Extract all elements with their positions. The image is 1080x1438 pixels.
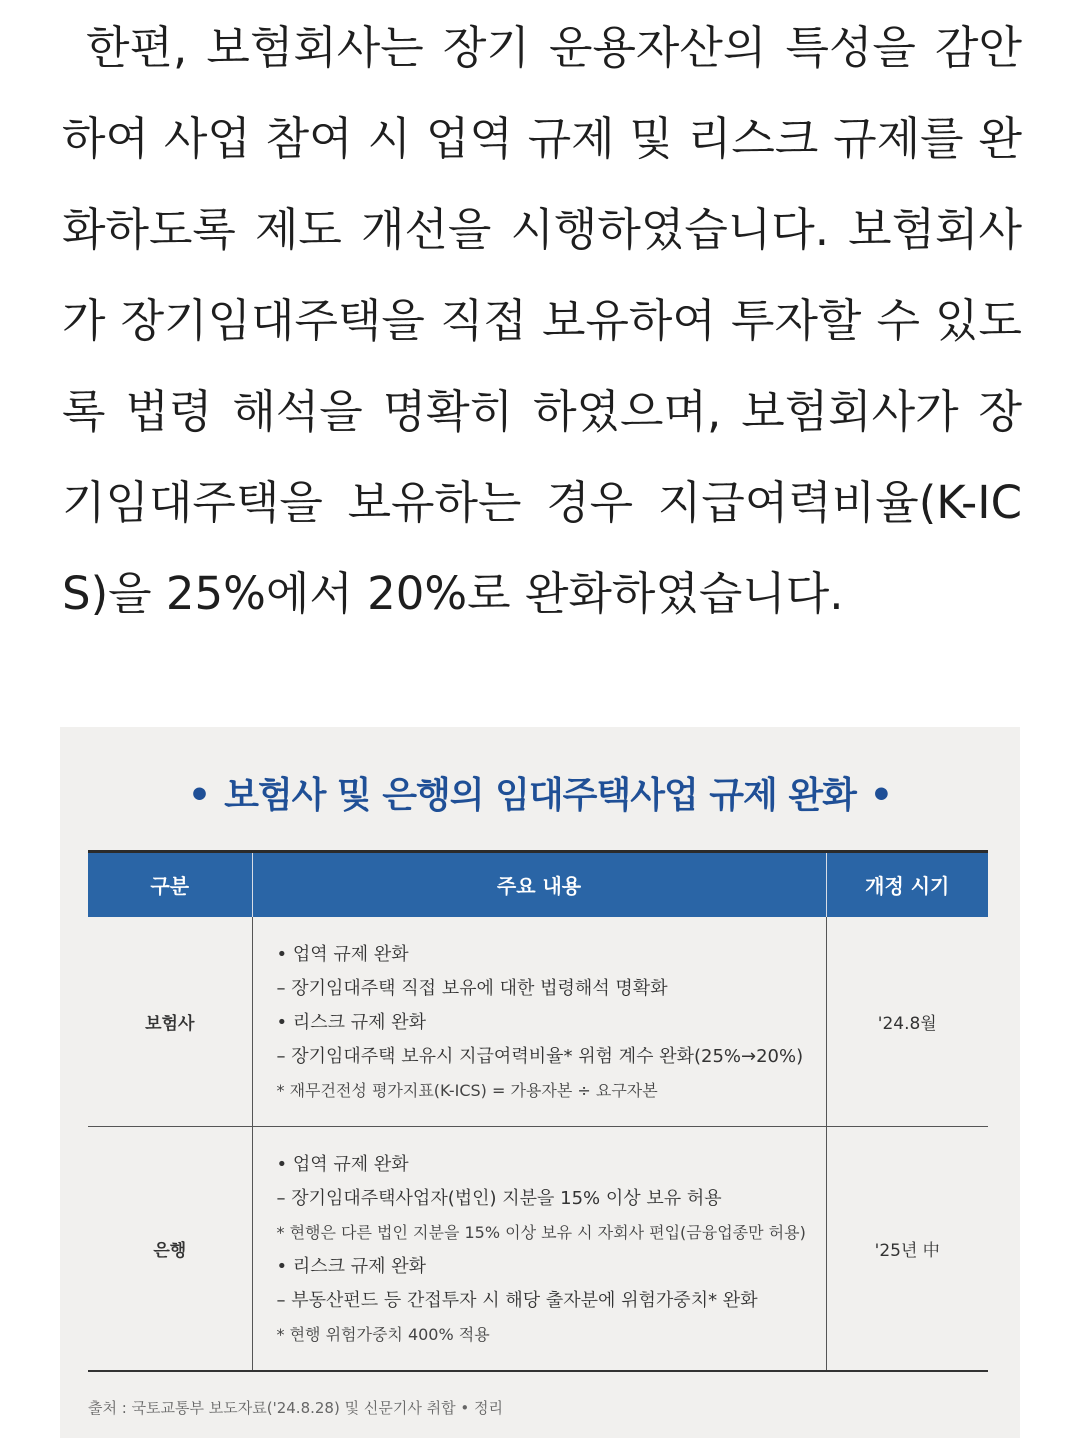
paragraph-line: 화하도록 제도 개선을 시행하였습니다. 보험회사 xyxy=(62,203,1022,256)
paragraph-line: 가 장기임대주택을 직접 보유하여 투자할 수 있도 xyxy=(62,294,1022,347)
regulation-figure xyxy=(60,727,1020,1438)
paragraph-line: 한편, 보험회사는 장기 운용자산의 특성을 감안 xyxy=(86,21,1022,74)
list-item: • 리스크 규제 완화 xyxy=(276,1012,426,1034)
table-header-row xyxy=(88,852,988,917)
table-row xyxy=(88,1127,988,1371)
list-note: * 재무건전성 평가지표(K-ICS) = 가용자본 ÷ 요구자본 xyxy=(276,1081,658,1101)
list-item: – 장기임대주택 직접 보유에 대한 법령해석 명확화 xyxy=(276,978,668,1000)
list-note: * 현행은 다른 법인 지분을 15% 이상 보유 시 자회사 편입(금융업종만 허용) xyxy=(276,1223,806,1243)
title-bullet-right: • xyxy=(869,775,892,816)
row-category: 은행 xyxy=(88,1127,252,1371)
header-category: 구분 xyxy=(88,852,252,917)
paragraph-line: 하여 사업 참여 시 업역 규제 및 리스크 규제를 완 xyxy=(62,112,1022,165)
list-item: – 장기임대주택 보유시 지급여력비율* 위험 계수 완화(25%→20%) xyxy=(276,1046,804,1068)
table-row xyxy=(88,917,988,1127)
row-content xyxy=(252,917,826,1127)
list-item: • 업역 규제 완화 xyxy=(276,944,409,966)
row-date: '25년 中 xyxy=(826,1127,988,1371)
list-item: • 업역 규제 완화 xyxy=(276,1154,409,1176)
row-content xyxy=(252,1127,826,1371)
list-item: – 부동산펀드 등 간접투자 시 해당 출자분에 위험가중치* 완화 xyxy=(276,1290,758,1312)
paragraph-line: S)을 25%에서 20%로 완화하였습니다. xyxy=(62,567,844,620)
source-caption: 출처 : 국토교통부 보도자료('24.8.28) 및 신문기사 취합 • 정리 xyxy=(88,1399,503,1417)
paragraph-line: 기임대주택을 보유하는 경우 지급여력비율(K-IC xyxy=(62,476,1022,529)
body-paragraph xyxy=(62,18,1022,655)
figure-title xyxy=(60,767,1020,818)
regulation-table xyxy=(88,850,988,1372)
list-note: * 현행 위험가중치 400% 적용 xyxy=(276,1325,490,1345)
title-bullet-left: • xyxy=(188,775,211,816)
row-category: 보험사 xyxy=(88,917,252,1127)
figure-title-text: 보험사 및 은행의 임대주택사업 규제 완화 xyxy=(224,775,856,816)
paragraph-line: 록 법령 해석을 명확히 하였으며, 보험회사가 장 xyxy=(62,385,1022,438)
header-content: 주요 내용 xyxy=(252,852,826,917)
header-date: 개정 시기 xyxy=(826,852,988,917)
list-item: • 리스크 규제 완화 xyxy=(276,1256,426,1278)
row-date: '24.8월 xyxy=(826,917,988,1127)
list-item: – 장기임대주택사업자(법인) 지분을 15% 이상 보유 허용 xyxy=(276,1188,722,1210)
